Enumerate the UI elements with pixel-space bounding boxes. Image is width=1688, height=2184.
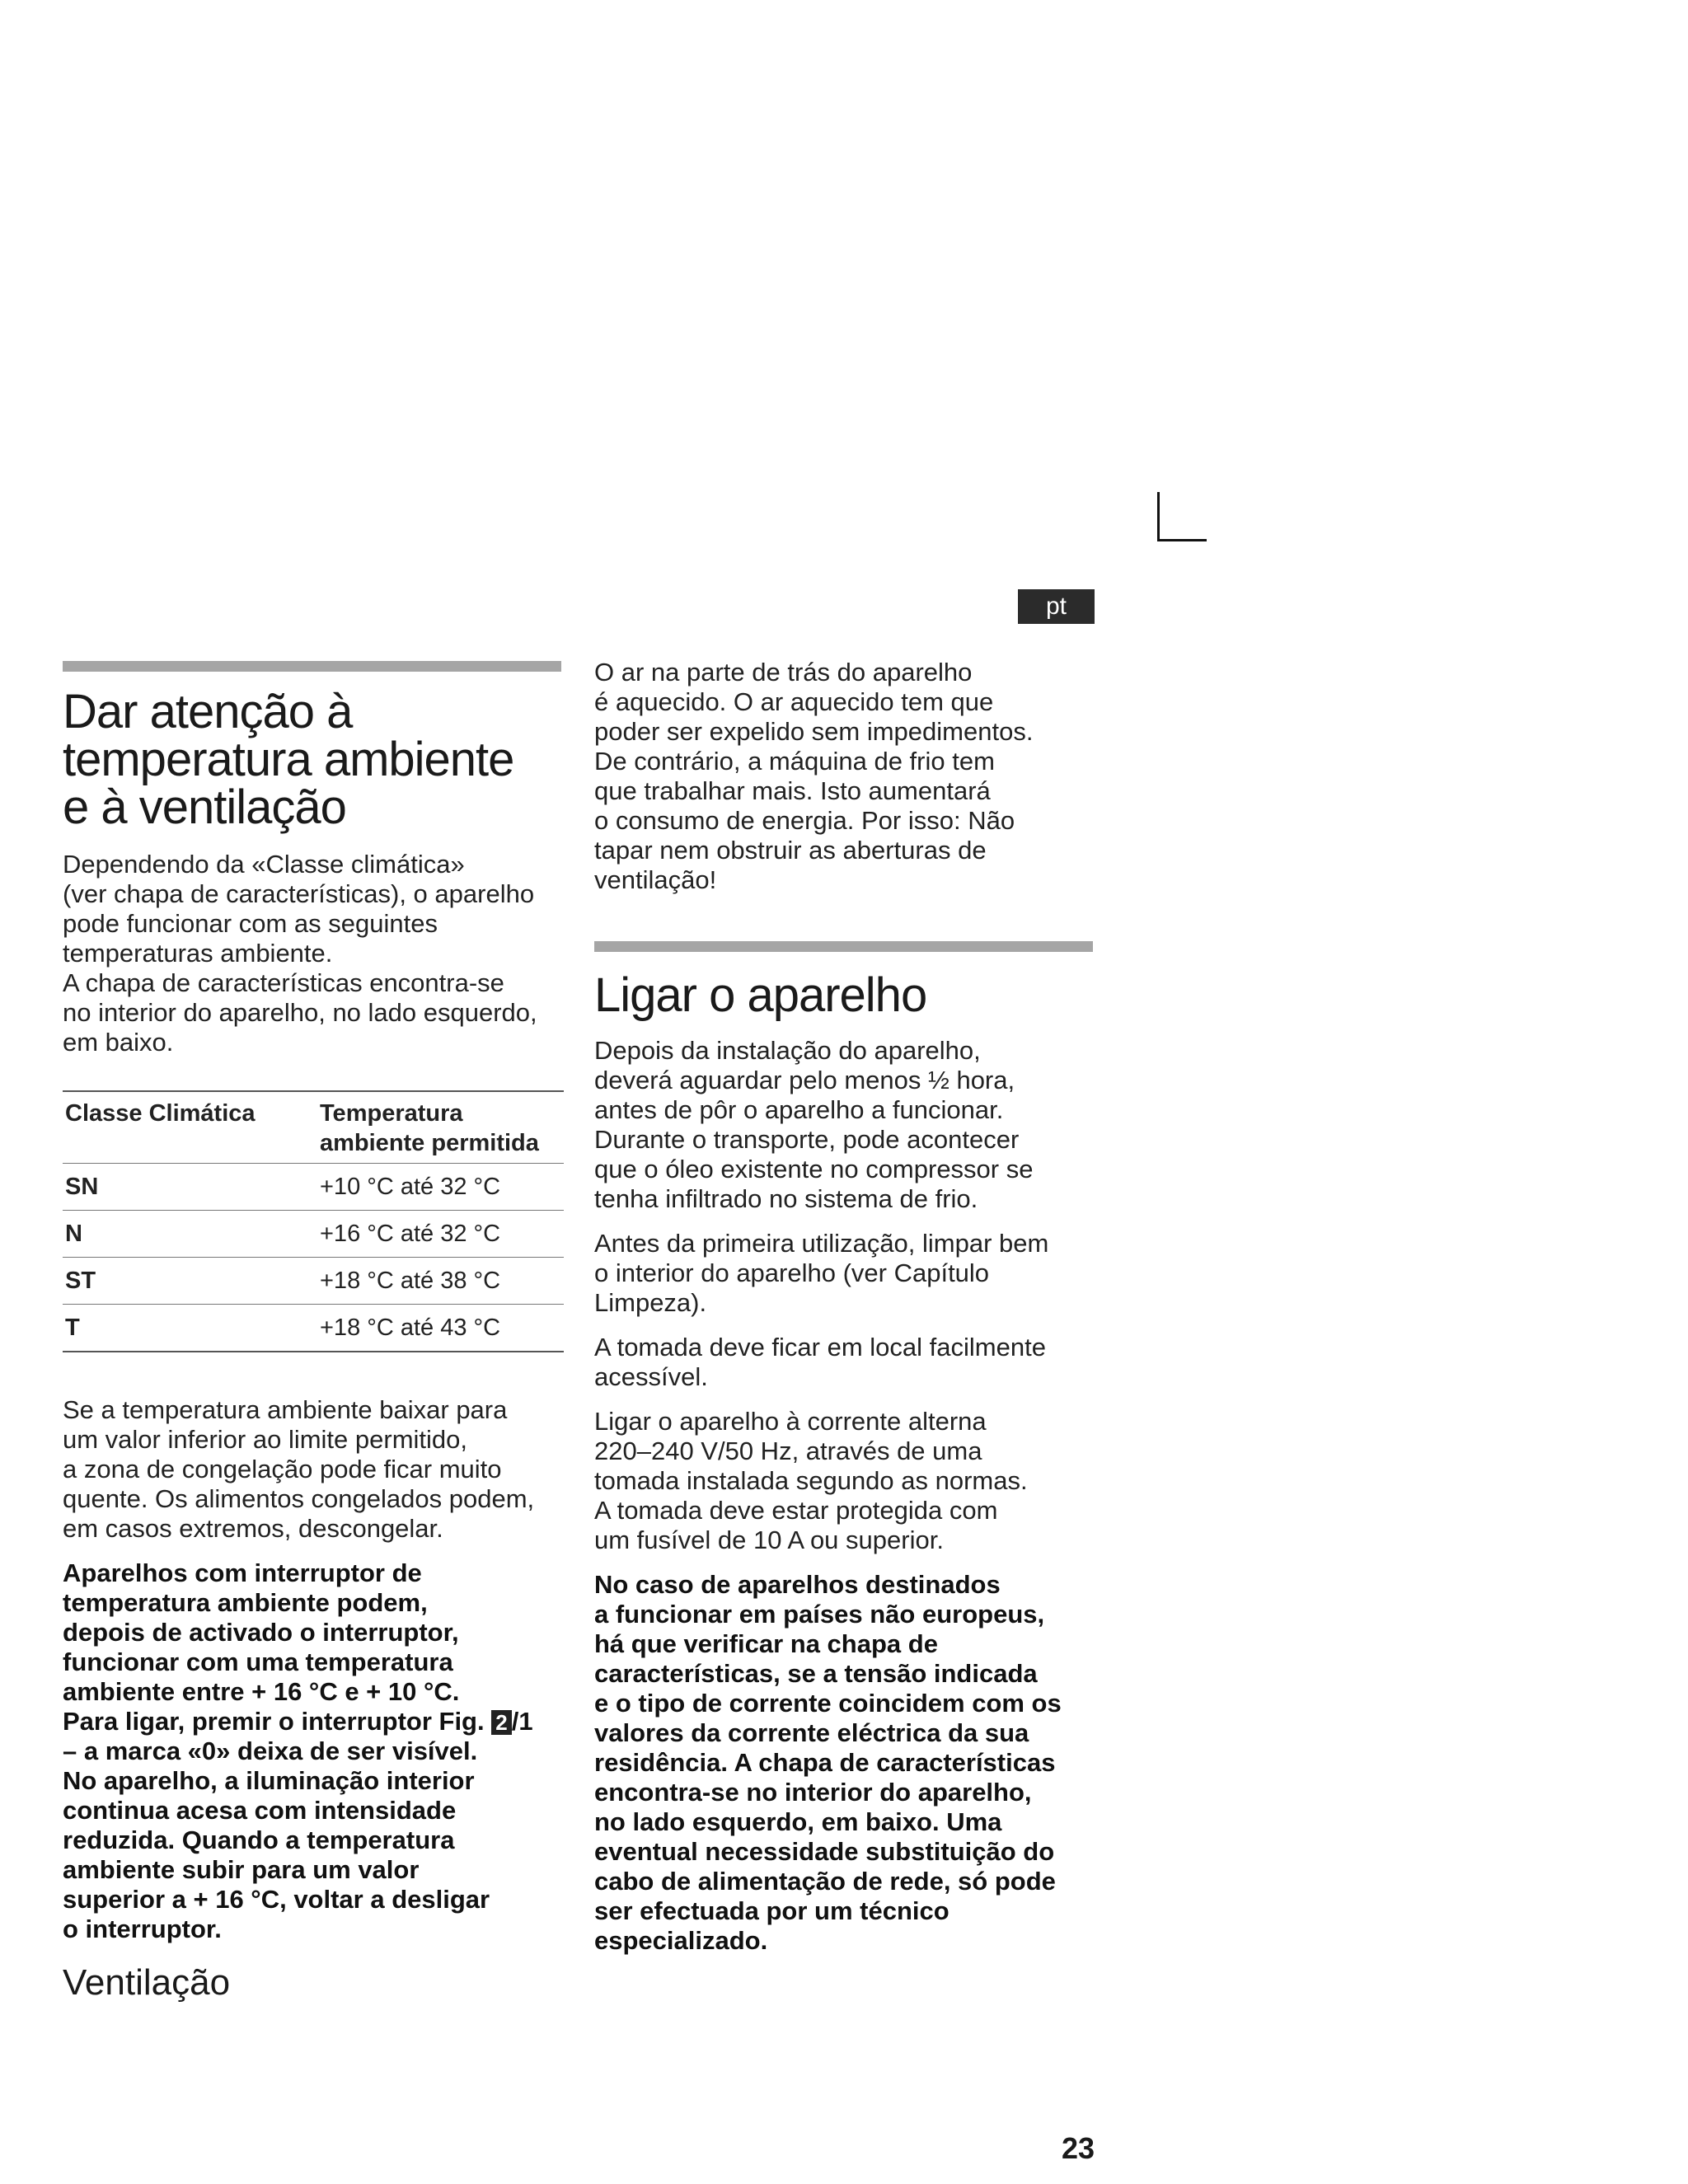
table-row	[63, 1258, 564, 1305]
non-european-note-paragraph: No caso de aparelhos destinados a funcionar em países não europeus, há que verificar na chapa de características, se a tensão indicada e o tipo de corrente coincidem com os valores da corrente eléctrica da sua residência. A chapa de características encontra-se no interior do aparelho, no lado esquerdo, em baixo. Uma eventual necessidade substituição do cabo de alimentação de rede, só pode ser efectuada por um técnico especializado.	[594, 1570, 1062, 1955]
power-supply-paragraph: Ligar o aparelho à corrente alterna 220–240 V/50 Hz, através de uma tomada instalada segundo as normas. A tomada deve estar protegida com um fusível de 10 A ou superior.	[594, 1407, 1028, 1554]
switch-note-paragraph: Aparelhos com interruptor de temperatura ambiente podem, depois de activado o interruptor, funcionar com uma temperatura ambiente entre + 16 °C e + 10 °C. Para ligar, premir o interruptor Fig. 2 /1 – a marca «0» deixa de ser visível. No aparelho, a iluminação interior continua acesa com intensidade reduzida. Quando a temperatura ambiente subir para um valor superior a + 16 °C, voltar a desligar o interruptor.	[63, 1558, 533, 1943]
installation-wait-paragraph: Depois da instalação do aparelho, deverá aguardar pelo menos ½ hora, antes de pôr o aparelho a funcionar. Durante o transporte, pode acontecer que o óleo existente no compressor se tenha infiltrado no sistema de frio.	[594, 1036, 1034, 1213]
intro-paragraph: Dependendo da «Classe climática» (ver chapa de características), o aparelho pode funcionar com as seguintes temperaturas ambiente. A chapa de características encontra-se no interior do aparelho, no lado esquerdo, em baixo.	[63, 850, 537, 1057]
section-bar	[594, 941, 1093, 952]
climate-class-table	[63, 1090, 564, 1352]
table-header-row	[63, 1091, 564, 1164]
table-row	[63, 1305, 564, 1352]
left-column	[63, 661, 561, 2004]
heading-line: e à ventilação	[63, 780, 346, 834]
climate-class-cell: SN	[63, 1164, 307, 1211]
heading-line: temperatura ambiente	[63, 733, 514, 786]
socket-paragraph: A tomada deve ficar em local facilmente acessível.	[594, 1333, 1046, 1391]
table-row	[63, 1211, 564, 1258]
temperature-range-cell: +18 °C até 38 °C	[307, 1258, 564, 1305]
heading-line: Dar atenção à	[63, 685, 353, 738]
section-heading-switch-on: Ligar o aparelho	[594, 968, 927, 1022]
climate-class-cell: ST	[63, 1258, 307, 1305]
crop-mark	[1157, 492, 1207, 541]
section-heading-ambient-temperature	[63, 685, 561, 834]
table-row	[63, 1164, 564, 1211]
low-temperature-paragraph: Se a temperatura ambiente baixar para um valor inferior ao limite permitido, a zona de congelação pode ficar muito quente. Os alimentos congelados podem, em casos extremos, descongelar.	[63, 1395, 535, 1543]
temperature-range-cell: +18 °C até 43 °C	[307, 1305, 564, 1352]
climate-class-cell: T	[63, 1305, 307, 1352]
section-bar	[63, 661, 561, 672]
climate-class-cell: N	[63, 1211, 307, 1258]
figure-reference-badge: 2	[491, 1710, 511, 1735]
temperature-range-cell: +10 °C até 32 °C	[307, 1164, 564, 1211]
ventilation-subheading: Ventilação	[63, 1962, 231, 2003]
header-climate-class: Classe Climática	[63, 1091, 307, 1164]
cleaning-paragraph: Antes da primeira utilização, limpar bem o interior do aparelho (ver Capítulo Limpeza).	[594, 1229, 1049, 1317]
ventilation-paragraph: O ar na parte de trás do aparelho é aquecido. O ar aquecido tem que poder ser expelido sem impedimentos. De contrário, a máquina de frio tem que trabalhar mais. Isto aumentará o consumo de energia. Por isso: Não tapar nem obstruir as aberturas de ventilação!	[594, 658, 1034, 894]
page-number: 23	[1061, 2131, 1095, 2165]
right-column	[594, 658, 1093, 1956]
temperature-range-cell: +16 °C até 32 °C	[307, 1211, 564, 1258]
header-temperature: Temperatura ambiente permitida	[307, 1091, 564, 1164]
language-tab: pt	[1018, 589, 1095, 624]
